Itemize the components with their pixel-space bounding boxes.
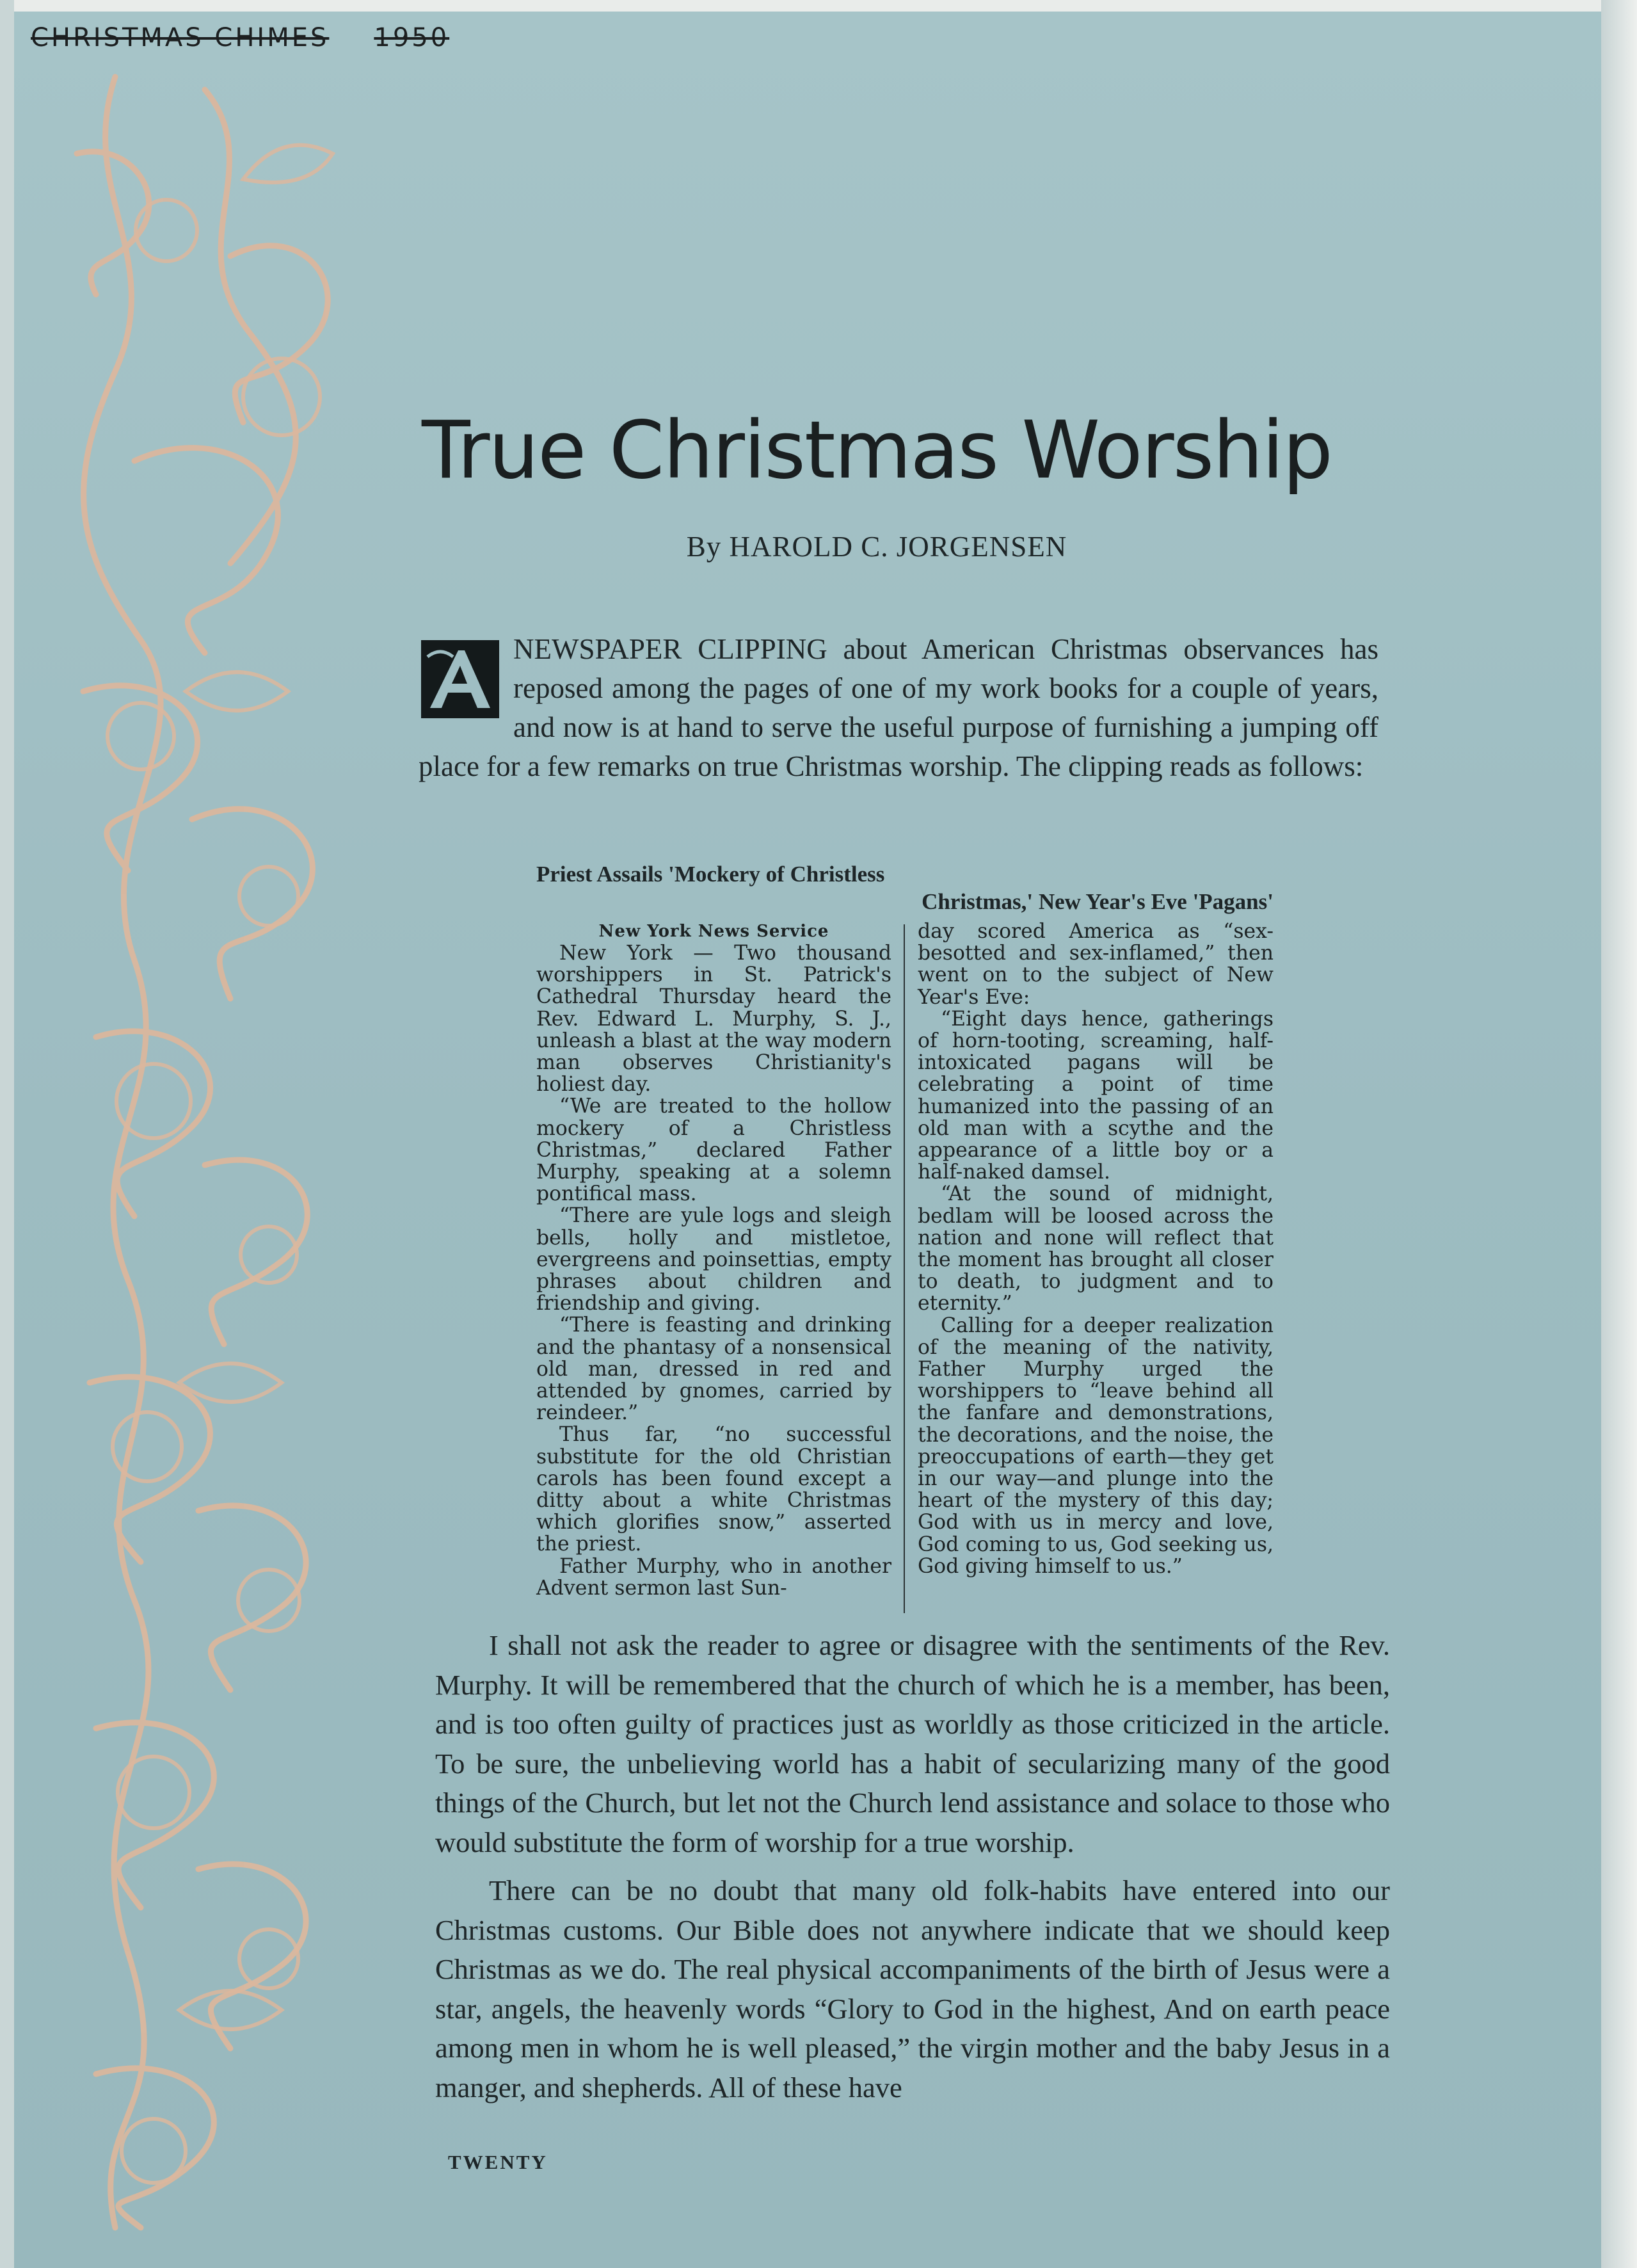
clipping-source: New York News Service [598, 922, 829, 941]
handwritten-annotation [31, 23, 449, 52]
clipping-paragraph: “At the sound of midnight, bedlam will be loosed across the nation and none will reflect that the moment has brought all closer to death, to judgment and to eternity.” [918, 1182, 1274, 1315]
clipping-paragraph: “Eight days hence, gatherings of horn-tooting, screaming, half-intoxicated pagans will be celebrating a point of time humanized into the passing of an old man with a scythe and the appearance of a little boy or a half-naked damsel. [918, 1007, 1274, 1184]
clipping-headline-line-1: Priest Assails 'Mockery of Christless [536, 862, 885, 887]
clipping-paragraph: Thus far, “no successful substitute for the old Christian carols has been found except a ditty about a white Christmas which glorifies snow,” asserted the priest. [536, 1423, 891, 1556]
clipping-paragraph: Calling for a deeper realization of the meaning of the nativity, Father Murphy urged the worshippers to “leave behind all the fanfare and demonstrations, the decorations, and the noise, the preoccupations of earth—they get in our way—and plunge into the heart of the mystery of this day; God with us in mercy and love, God coming to us, God seeking us, God giving himself to us.” [918, 1314, 1274, 1578]
clipping-headline [536, 860, 1274, 915]
clipping-paragraph: “There is feasting and drinking and the phantasy of a nonsensical old man, dressed in red and attended by gnomes, carried by reindeer.” [536, 1314, 891, 1425]
clipping-column-2 [918, 921, 1274, 1577]
intro-text: about American Christmas observances has reposed among the pages of one of my work books for a couple of years, and now is at hand to serve the useful purpose of furnishing a jumping off place for a few remarks on true Christmas worship. The clipping reads as follows: [419, 633, 1378, 782]
intro-lead-in: NEWSPAPER CLIPPING [513, 633, 827, 665]
handwritten-publication-name: CHRISTMAS CHIMES [31, 23, 330, 52]
handwritten-year: 1950 [374, 23, 450, 52]
article-byline: By HAROLD C. JORGENSEN [686, 531, 1067, 563]
clipping-paragraph: “There are yule logs and sleigh bells, holly and mistletoe, evergreens and poinsettias, empty phrases about children and friendship and giving. [536, 1204, 891, 1315]
article-body [435, 1626, 1390, 2107]
clipping-paragraph-continued: day scored America as “sex-besotted and sex-inflamed,” then went on to the subject of New Year's Eve: [918, 920, 1274, 1009]
clipping-column-rule [904, 924, 905, 1613]
body-paragraph: There can be no doubt that many old folk-habits have entered into our Christmas customs. Our Bible does not anywhere indicate that we should keep Christmas as we do. The real physical accompaniments of the birth of Jesus were a star, angels, the heavenly words “Glory to God in the highest, And on earth peace among men in whom he is well pleased,” the virgin mother and the baby Jesus in a manger, and shepherds. All of these have [435, 1874, 1390, 2103]
body-paragraph: I shall not ask the reader to agree or disagree with the sentiments of the Rev. Murphy. It will be remembered that the church of which he is a member, has been, and is too often guilty of practices just as worldly as those criticized in the article. To be sure, the unbelieving world has a habit of secularizing many of the good things of the Church, but let not the Church lend assistance and solace to those who would substitute the form of worship for a true worship. [435, 1629, 1390, 1858]
intro-paragraph [419, 630, 1378, 786]
floral-border-ornament [38, 64, 397, 2234]
clipping-paragraph: “We are treated to the hollow mockery of a Christless Christmas,” declared Father Murphy, speaking at a solemn pontifical mass. [536, 1095, 891, 1206]
article-title: True Christmas Worship [422, 405, 1332, 497]
scan-edge-right [1601, 0, 1637, 2268]
page-number: TWENTY [448, 2151, 548, 2173]
scan-edge-top [0, 0, 1637, 12]
clipping-headline-line-2: Christmas,' New Year's Eve 'Pagans' [922, 889, 1274, 914]
clipping-paragraph: New York — Two thousand worshippers in St. Patrick's Cathedral Thursday heard the Rev. Edward L. Murphy, S. J., unleash a blast at the way modern man observes Christianity's holiest day. [536, 942, 891, 1097]
clipping-paragraph: Father Murphy, who in another Advent sermon last Sun- [536, 1554, 891, 1600]
clipping-column-1 [536, 921, 891, 1599]
drop-cap-ornament [419, 638, 502, 721]
drop-cap-letter: A [460, 713, 461, 714]
scan-edge-left [0, 0, 14, 2268]
